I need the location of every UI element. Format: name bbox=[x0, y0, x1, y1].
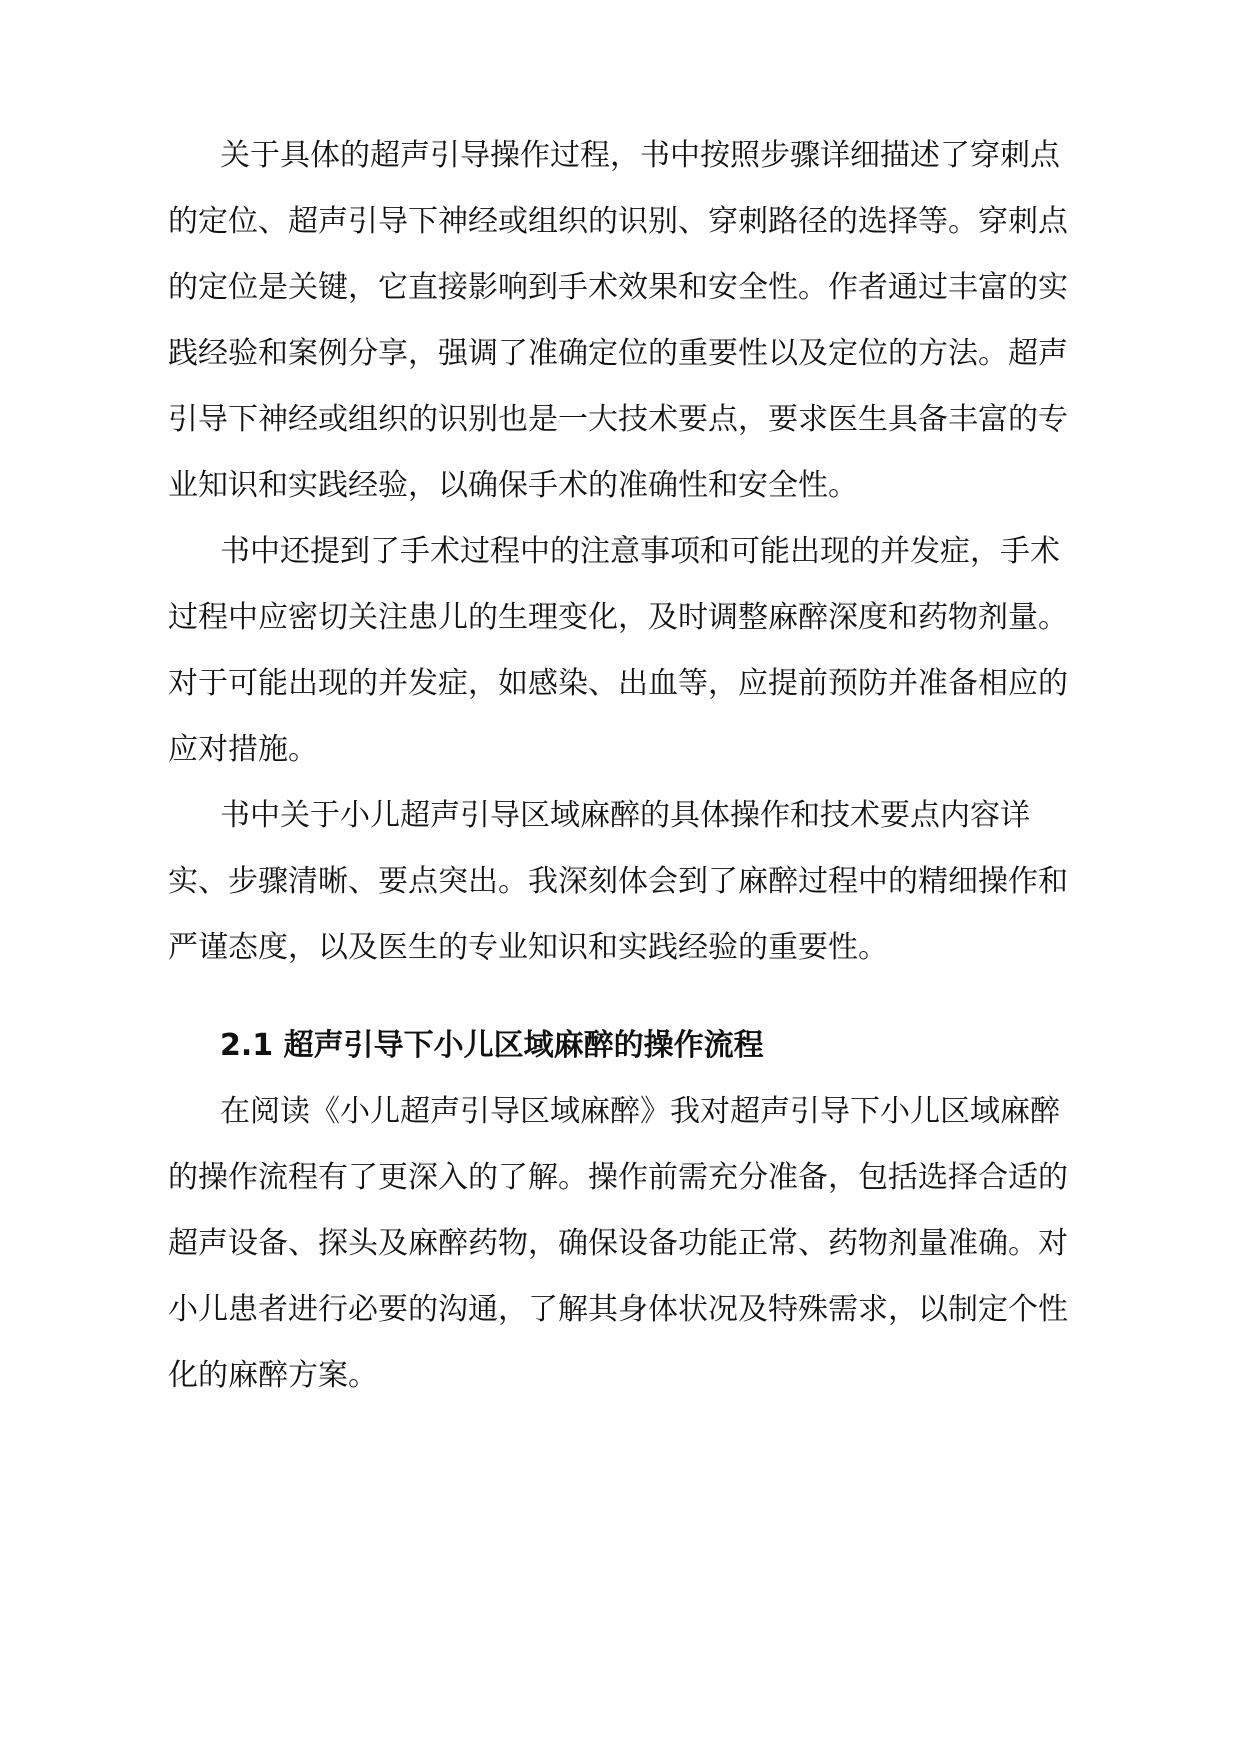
section-paragraph-line-1: 在阅读《小儿超声引导区域麻醉》我对超声引导下小儿区域麻醉 bbox=[220, 1094, 1060, 1129]
section-paragraph-line-2: 的操作流程有了更深入的了解。操作前需充分准备，包括选择合适的 bbox=[168, 1160, 1068, 1195]
section-paragraph-line-3: 超声设备、探头及麻醉药物，确保设备功能正常、药物剂量准确。对 bbox=[168, 1226, 1068, 1261]
paragraph-2-line-4: 应对措施。 bbox=[168, 732, 318, 767]
paragraph-1-line-5: 引导下神经或组织的识别也是一大技术要点，要求医生具备丰富的专 bbox=[168, 402, 1068, 437]
paragraph-3-line-1: 书中关于小儿超声引导区域麻醉的具体操作和技术要点内容详 bbox=[220, 798, 1030, 833]
section-paragraph-line-5: 化的麻醉方案。 bbox=[168, 1358, 378, 1393]
paragraph-2-line-1: 书中还提到了手术过程中的注意事项和可能出现的并发症，手术 bbox=[220, 534, 1060, 569]
paragraph-1-line-4: 践经验和案例分享，强调了准确定位的重要性以及定位的方法。超声 bbox=[168, 336, 1068, 371]
paragraph-2-line-2: 过程中应密切关注患儿的生理变化，及时调整麻醉深度和药物剂量。 bbox=[168, 600, 1068, 635]
paragraph-1-line-6: 业知识和实践经验，以确保手术的准确性和安全性。 bbox=[168, 468, 858, 503]
paragraph-1-line-3: 的定位是关键，它直接影响到手术效果和安全性。作者通过丰富的实 bbox=[168, 270, 1068, 305]
paragraph-1-line-2: 的定位、超声引导下神经或组织的识别、穿刺路径的选择等。穿刺点 bbox=[168, 204, 1068, 239]
paragraph-3-line-3: 严谨态度，以及医生的专业知识和实践经验的重要性。 bbox=[168, 930, 888, 965]
section-heading: 2.1 超声引导下小儿区域麻醉的操作流程 bbox=[220, 1028, 764, 1063]
section-paragraph-line-4: 小儿患者进行必要的沟通，了解其身体状况及特殊需求，以制定个性 bbox=[168, 1292, 1068, 1327]
paragraph-1-line-1: 关于具体的超声引导操作过程，书中按照步骤详细描述了穿刺点 bbox=[220, 138, 1060, 173]
paragraph-2-line-3: 对于可能出现的并发症，如感染、出血等，应提前预防并准备相应的 bbox=[168, 666, 1068, 701]
paragraph-3-line-2: 实、步骤清晰、要点突出。我深刻体会到了麻醉过程中的精细操作和 bbox=[168, 864, 1068, 899]
